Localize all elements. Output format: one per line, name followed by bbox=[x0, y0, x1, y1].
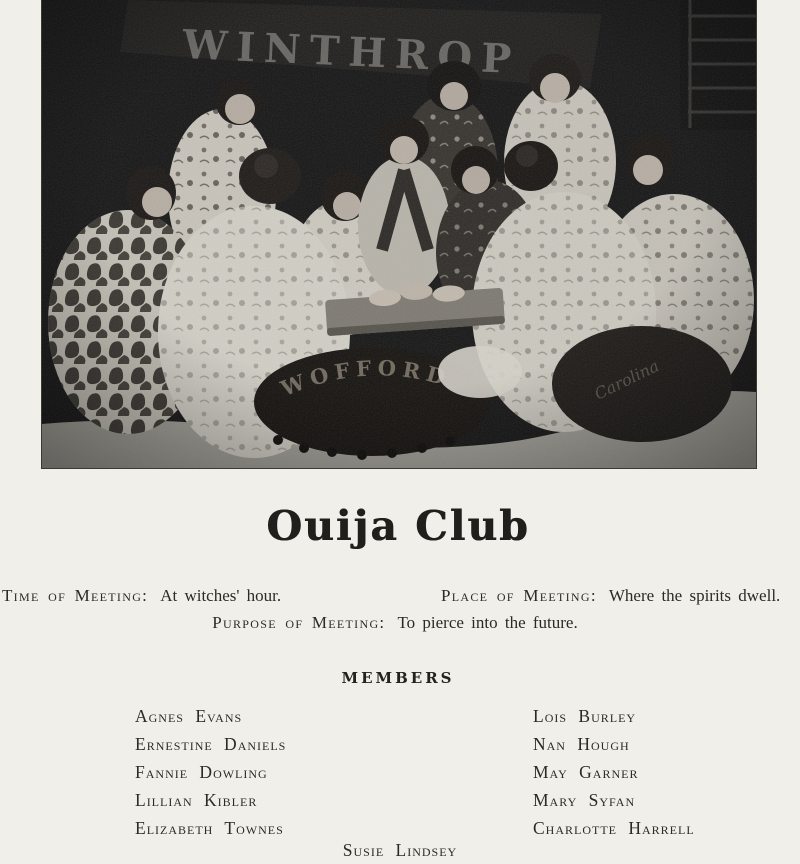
time-of-meeting-value: At witches' hour. bbox=[160, 586, 282, 605]
place-of-meeting-line bbox=[441, 586, 780, 606]
members-left-column bbox=[135, 702, 286, 842]
member-name: Lois Burley bbox=[533, 706, 637, 726]
members-heading: MEMBERS bbox=[341, 669, 455, 687]
members-right-column bbox=[533, 702, 695, 842]
member-name: Nan Hough bbox=[533, 734, 630, 754]
page-title: Ouija Club bbox=[266, 502, 530, 550]
club-photograph-art bbox=[42, 0, 756, 468]
vignette-overlay bbox=[42, 0, 756, 468]
place-of-meeting-value: Where the spirits dwell. bbox=[608, 586, 781, 605]
member-name: Agnes Evans bbox=[135, 706, 243, 726]
place-of-meeting-label: Place of Meeting: bbox=[441, 586, 597, 605]
time-of-meeting-label: Time of Meeting: bbox=[2, 586, 149, 605]
member-name: May Garner bbox=[533, 762, 639, 782]
purpose-of-meeting-label: Purpose of Meeting: bbox=[212, 613, 386, 632]
member-name: Ernestine Daniels bbox=[135, 734, 287, 754]
member-name: Lillian Kibler bbox=[135, 790, 258, 810]
member-name: Elizabeth Townes bbox=[135, 818, 284, 838]
member-name: Mary Syfan bbox=[533, 790, 636, 810]
purpose-of-meeting-value: To pierce into the future. bbox=[397, 613, 578, 632]
club-photograph bbox=[42, 0, 756, 468]
member-name-center: Susie Lindsey bbox=[342, 840, 458, 860]
purpose-of-meeting-line bbox=[212, 613, 577, 633]
member-name: Fannie Dowling bbox=[135, 762, 268, 782]
member-name: Charlotte Harrell bbox=[533, 818, 695, 838]
time-of-meeting-line bbox=[2, 586, 281, 606]
